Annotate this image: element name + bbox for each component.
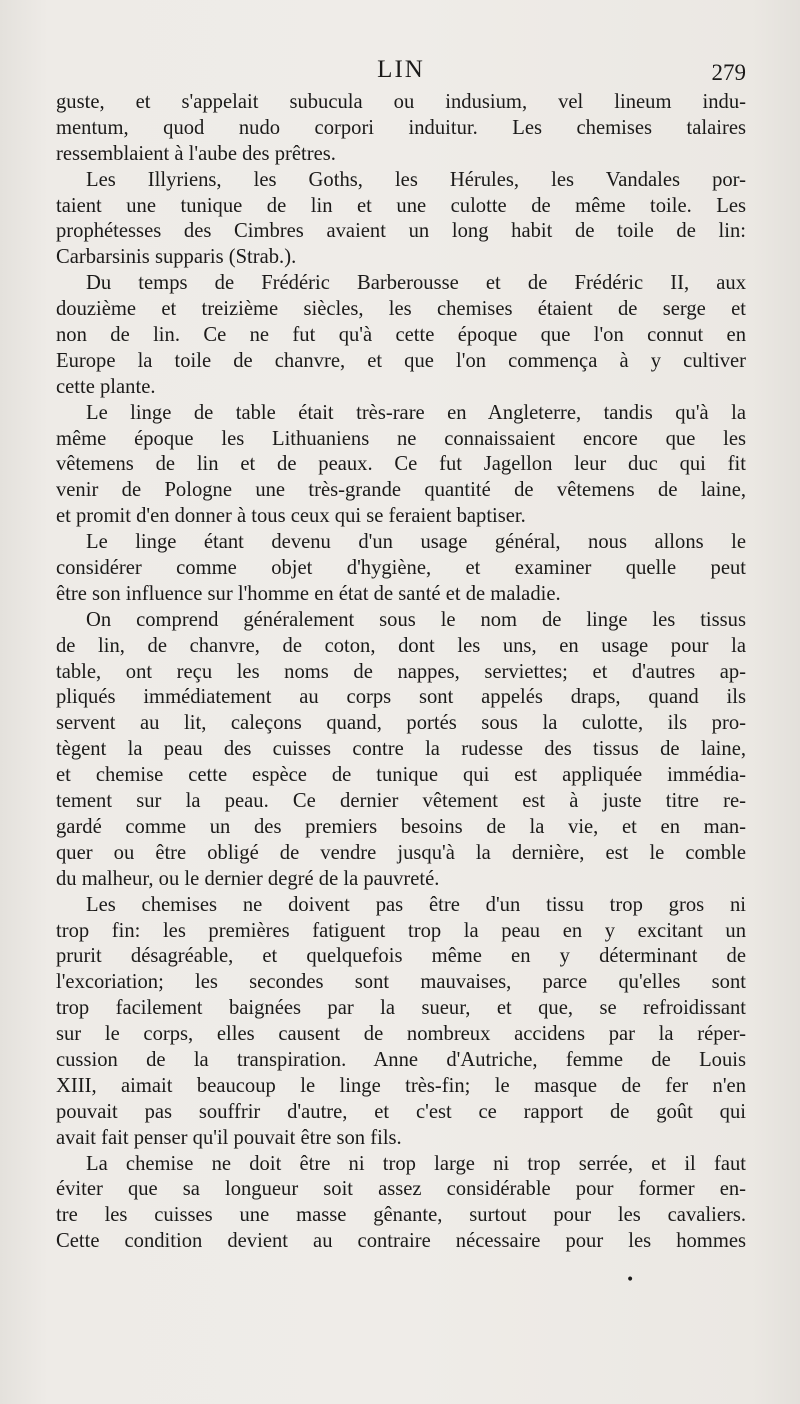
text-line: Du temps de Frédéric Barberousse et de Frédéric II, aux <box>86 272 746 295</box>
text-line: Le linge de table était très-rare en Angleterre, tandis qu'à la <box>86 401 746 424</box>
text-line: et promit d'en donner à tous ceux qui se feraient baptiser. <box>56 505 526 528</box>
text-line: XIII, aimait beaucoup le linge très-fin; le masque de fer n'en <box>56 1074 746 1097</box>
text-line: prurit désagréable, et quelquefois même en y déterminant de <box>56 945 746 968</box>
text-line: même époque les Lithuaniens ne connaissaient encore que les <box>56 427 746 450</box>
text-line: douzième et treizième siècles, les chemises étaient de serge et <box>56 298 746 321</box>
text-line: mentum, quod nudo corpori induitur. Les chemises talaires <box>56 116 746 139</box>
text-line: de lin, de chanvre, de coton, dont les uns, en usage pour la <box>56 634 746 657</box>
text-line: ressemblaient à l'aube des prêtres. <box>56 142 336 165</box>
text-line: quer ou être obligé de vendre jusqu'à la dernière, est le comble <box>56 841 746 864</box>
text-line: l'excoriation; les secondes sont mauvaises, parce qu'elles sont <box>56 971 746 994</box>
text-line: sur le corps, elles causent de nombreux accidens par la réper- <box>56 1023 746 1046</box>
text-line: Carbarsinis supparis (Strab.). <box>56 246 297 269</box>
text-line: Europe la toile de chanvre, et que l'on commença à y cultiver <box>56 349 746 372</box>
text-line: trop facilement baignées par la sueur, et que, se refroidissant <box>56 997 746 1020</box>
text-line: venir de Pologne une très-grande quantité de vêtemens de laine, <box>56 479 746 502</box>
text-line: Le linge étant devenu d'un usage général, nous allons le <box>86 531 746 554</box>
text-line: tre les cuisses une masse gênante, surtout pour les cavaliers. <box>56 1204 746 1227</box>
text-line: être son influence sur l'homme en état de santé et de maladie. <box>56 582 561 605</box>
body-text <box>56 90 746 1255</box>
page-header <box>56 56 746 92</box>
text-line: guste, et s'appelait subucula ou indusium, vel lineum indu- <box>56 91 746 113</box>
footer-mark: • <box>626 1272 635 1288</box>
text-line: Cette condition devient au contraire nécessaire pour les hommes <box>56 1230 746 1253</box>
text-line: prophétesses des Cimbres avaient un long habit de toile de lin: <box>56 220 746 243</box>
text-line: On comprend généralement sous le nom de linge les tissus <box>86 608 746 631</box>
text-line: avait fait penser qu'il pouvait être son fils. <box>56 1126 402 1149</box>
text-line: et chemise cette espèce de tunique qui est appliquée immédia- <box>56 764 746 787</box>
text-line: éviter que sa longueur soit assez considérable pour former en- <box>56 1178 746 1201</box>
text-line: trop fin: les premières fatiguent trop la peau en y excitant un <box>56 919 746 942</box>
text-line: servent au lit, caleçons quand, portés sous la culotte, ils pro- <box>56 712 746 735</box>
page-number: 279 <box>711 60 746 85</box>
text-line: Les chemises ne doivent pas être d'un tissu trop gros ni <box>86 893 746 916</box>
text-line: du malheur, ou le dernier degré de la pauvreté. <box>56 867 440 890</box>
text-line: table, ont reçu les noms de nappes, serviettes; et d'autres ap- <box>56 660 746 683</box>
text-line: La chemise ne doit être ni trop large ni trop serrée, et il faut <box>86 1152 746 1175</box>
text-line: gardé comme un des premiers besoins de la vie, et en man- <box>56 815 746 838</box>
text-line: considérer comme objet d'hygiène, et examiner quelle peut <box>56 557 746 580</box>
text-line: Les Illyriens, les Goths, les Hérules, les Vandales por- <box>86 168 746 191</box>
text-line: taient une tunique de lin et une culotte de même toile. Les <box>56 194 746 217</box>
text-line: cette plante. <box>56 375 156 398</box>
text-line: non de lin. Ce ne fut qu'à cette époque que l'on connut en <box>56 324 746 347</box>
running-title: LIN <box>377 56 425 83</box>
text-line: cussion de la transpiration. Anne d'Autriche, femme de Louis <box>56 1048 746 1071</box>
text-line: tement sur la peau. Ce dernier vêtement est à juste titre re- <box>56 790 746 813</box>
text-line: pliqués immédiatement au corps sont appelés draps, quand ils <box>56 686 746 709</box>
text-line: tègent la peau des cuisses contre la rudesse des tissus de laine, <box>56 738 746 761</box>
text-line: vêtemens de lin et de peaux. Ce fut Jagellon leur duc qui fit <box>56 453 746 476</box>
text-line: pouvait pas souffrir d'autre, et c'est ce rapport de goût qui <box>56 1100 746 1123</box>
